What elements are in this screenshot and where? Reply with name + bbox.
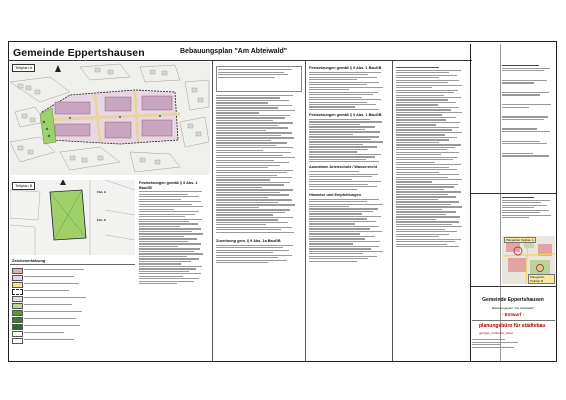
divider-2 xyxy=(305,61,306,361)
legend-row-1 xyxy=(12,268,132,273)
legend-row-6 xyxy=(12,303,132,308)
divider-3 xyxy=(392,61,393,361)
map-b-label: Teilplan B xyxy=(12,182,35,190)
header-rule xyxy=(8,60,472,61)
text-column-2 xyxy=(216,66,302,358)
map-teilplan-b xyxy=(10,180,135,255)
legend-row-11 xyxy=(12,338,132,343)
text-column-festsetzungen xyxy=(139,181,209,359)
legend-row-5 xyxy=(12,296,132,301)
legend-row-8 xyxy=(12,317,132,322)
titleblock-rule-2 xyxy=(470,286,557,287)
titleblock-rule-1 xyxy=(470,193,557,194)
map-b-svg xyxy=(10,180,135,255)
legend-title: Zeichenerklärung xyxy=(12,258,46,263)
legend-row-9 xyxy=(12,324,132,329)
legend-row-3 xyxy=(12,282,132,287)
overview-label-2: Plangebiet Teilplan B xyxy=(528,274,555,284)
titleblock-plan: Bebauungsplan "Am Abteiwald" xyxy=(492,306,534,310)
festsetzungen-heading-2: Festsetzungen gemäß § 9 Abs. 1 BauGB xyxy=(309,66,382,70)
titleblock-rule-3 xyxy=(472,320,555,321)
municipality-title: Gemeinde Eppertshausen xyxy=(13,47,145,59)
titleblock-status: - Entwurf - xyxy=(501,312,525,317)
text-column-3 xyxy=(309,66,389,358)
titleblock-footer xyxy=(472,338,555,358)
festsetzungen-heading-3: Festsetzungen gemäß § 9 Abs. 1 BauGB xyxy=(309,113,382,118)
titleblock-municipality: Gemeinde Eppertshausen xyxy=(482,297,544,303)
legend-row-4 xyxy=(12,289,132,294)
overview-map xyxy=(502,236,555,284)
divider-1 xyxy=(212,61,213,361)
map-a-svg xyxy=(10,62,210,175)
flst-label-1: Flst. 9 xyxy=(97,190,106,194)
map-a-label: Teilplan A xyxy=(12,64,35,72)
procedure-panel xyxy=(502,64,555,192)
overview-label-1: Plangebiet Teilplan A xyxy=(506,238,534,242)
hinweise-heading: Hinweise und Empfehlungen xyxy=(309,192,361,197)
legend-rule xyxy=(10,264,135,265)
legend-row-7 xyxy=(12,310,132,315)
titleblock-office-sub: göringer_hoffmann_bauer xyxy=(479,331,514,335)
festsetzungen-heading: Festsetzungen gemäß § 9 Abs. 1 BauGB xyxy=(139,181,198,190)
map-teilplan-a xyxy=(10,62,210,175)
legend-row-2 xyxy=(12,275,132,280)
artenschutz-heading: Ausnahme Artenschutz / Wasserrecht xyxy=(309,165,378,170)
flst-label-2: Flst. 8 xyxy=(97,218,106,222)
titleblock-office: planungsbüro für städtebau xyxy=(479,323,546,329)
zuordnung-heading: Zuordnung gem. § 9 Abs. 1a BauGB xyxy=(216,238,281,243)
legend-row-10 xyxy=(12,331,132,336)
legal-panel xyxy=(502,196,555,236)
text-column-4 xyxy=(396,66,468,358)
plan-title: Bebauungsplan "Am Abteiwald" xyxy=(180,48,288,55)
